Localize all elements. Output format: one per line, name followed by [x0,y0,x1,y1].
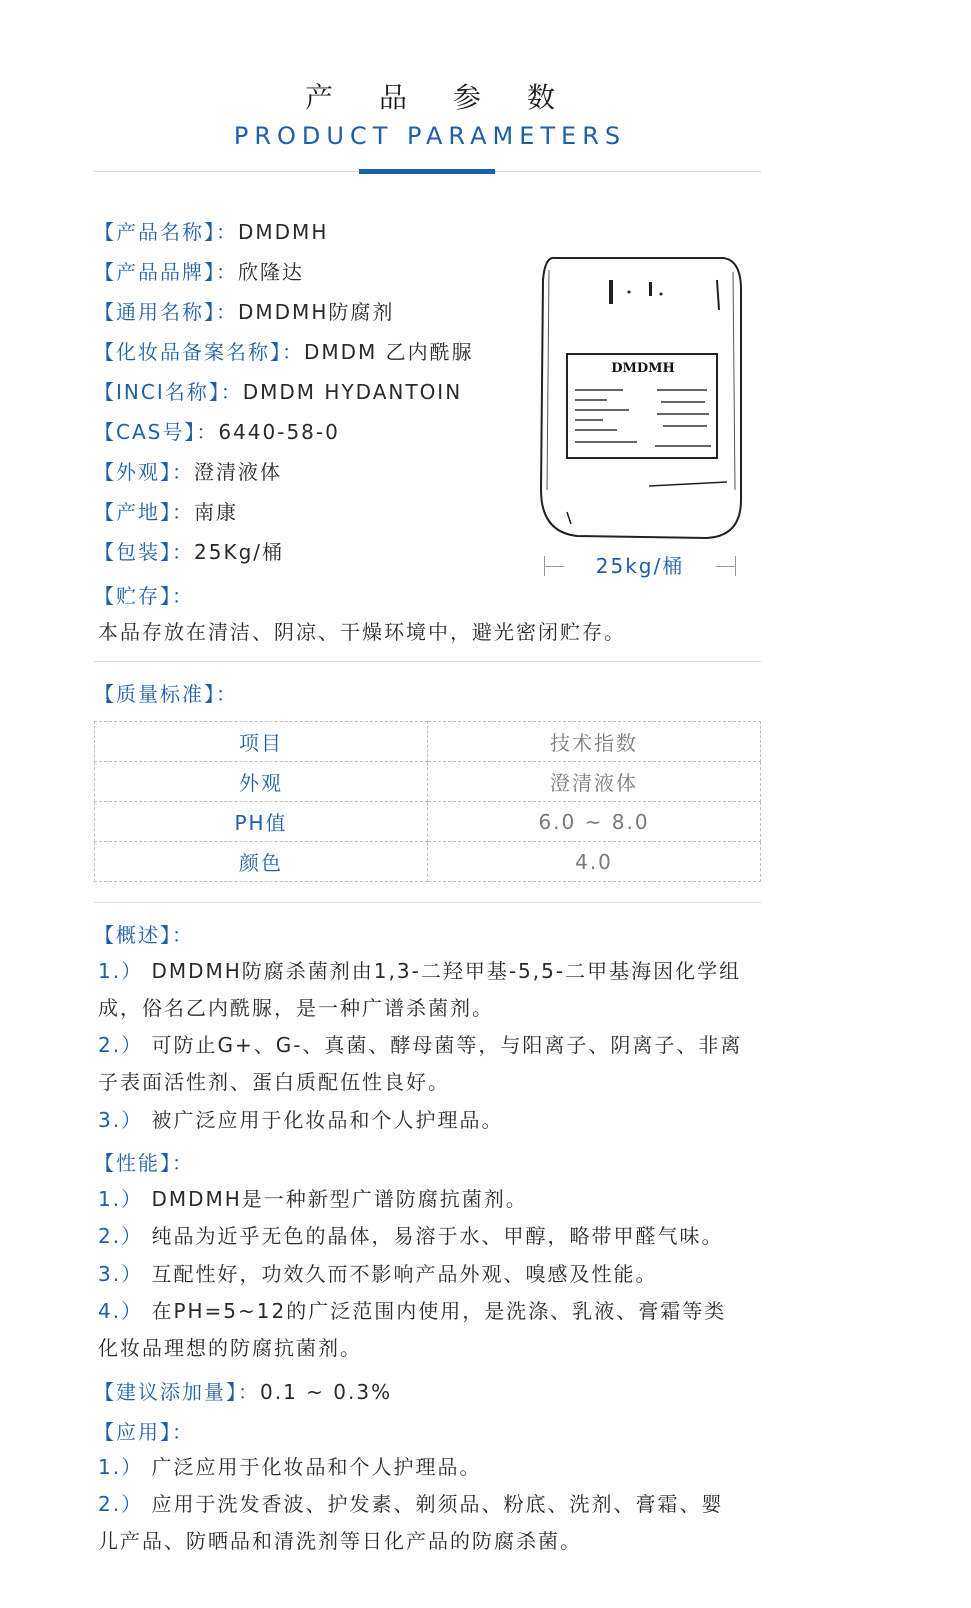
spec-value: 6440-58-0 [218,420,340,444]
list-number: 3.） [98,1262,144,1286]
table-cell: 澄清液体 [428,762,761,802]
list-number: 2.） [98,1492,144,1516]
performance-item-3 [98,1256,766,1293]
application-label: 【应用】： [94,1420,194,1444]
table-cell: 4.0 [428,842,761,882]
spec-row-common-name [94,296,394,325]
spec-row-appearance [94,456,282,485]
list-text: 纯品为近乎无色的晶体，易溶于水、甲醇，略带甲醛气味。 [151,1224,724,1248]
list-text: DMDMH是一种新型广谱防腐抗菌剂。 [151,1187,528,1211]
spec-row-product-name [94,216,328,245]
performance-label: 【性能】： [94,1151,194,1175]
spec-row-package [94,536,284,565]
list-text: 可防止G+、G-、真菌、酵母菌等，与阳离子、阴离子、非离 [151,1033,743,1057]
spec-row-origin [94,496,238,525]
list-number: 2.） [98,1224,144,1248]
table-header-cell: 技术指数 [428,722,761,762]
table-cell: 外观 [95,762,428,802]
list-number: 3.） [98,1108,144,1132]
list-text-cont: 成，俗名乙内酰脲，是一种广谱杀菌剂。 [98,996,494,1020]
spec-value: 南康 [194,500,238,524]
spec-value: DMDMH防腐剂 [238,300,395,324]
list-text: DMDMH防腐杀菌剂由1,3-二羟甲基-5,5-二甲基海因化学组 [151,959,742,983]
spec-label: 【产品品牌】： [94,260,238,284]
spec-label: 【化妆品备案名称】： [94,340,304,364]
table-row [95,842,761,882]
performance-item-4 [98,1293,766,1367]
spec-row-brand [94,256,304,285]
list-text: 广泛应用于化妆品和个人护理品。 [151,1455,482,1479]
table-header-row [95,722,761,762]
dosage-row [94,1376,392,1405]
overview-item-3 [98,1102,766,1139]
list-number: 1.） [98,1187,144,1211]
table-cell: PH值 [95,802,428,842]
spec-value: 欣隆达 [238,260,304,284]
table-header-cell: 项目 [95,722,428,762]
spec-label: 【CAS号】： [94,420,219,444]
list-number: 1.） [98,959,144,983]
quality-label: 【质量标准】： [94,682,238,706]
spec-label: 【通用名称】： [94,300,238,324]
spec-row-cosmetic-name [94,336,474,365]
list-text: 应用于洗发香波、护发素、剃须品、粉底、洗剂、膏霜、婴 [151,1492,724,1516]
spec-label: 【外观】： [94,460,194,484]
table-row [95,802,761,842]
spec-label: 【产品名称】： [94,220,238,244]
spec-value: DMDMH [238,220,329,244]
spec-label: 【包装】： [94,540,194,564]
application-item-1 [98,1449,766,1486]
list-text-cont: 儿产品、防晒品和清洗剂等日化产品的防腐杀菌。 [98,1529,582,1553]
spec-value: DMDM HYDANTOIN [242,380,463,404]
list-number: 2.） [98,1033,144,1057]
list-text: 在PH=5~12的广泛范围内使用，是洗涤、乳液、膏霜等类 [151,1299,727,1323]
list-text: 被广泛应用于化妆品和个人护理品。 [151,1108,504,1132]
page-title-cn: 产品参数 [304,81,601,114]
overview-item-2 [98,1027,766,1101]
application-item-2 [98,1486,766,1560]
overview-item-1 [98,953,766,1027]
spec-value: DMDM 乙内酰脲 [304,340,474,364]
page-title-en: PRODUCT PARAMETERS [233,122,627,150]
overview-label: 【概述】： [94,923,194,947]
performance-item-1 [98,1181,766,1218]
section-divider [94,661,761,662]
spec-label: 【INCI名称】： [94,380,243,404]
table-row [95,762,761,802]
dosage-label: 【建议添加量】： [94,1380,260,1404]
list-text-cont: 子表面活性剂、蛋白质配伍性良好。 [98,1070,450,1094]
spec-row-inci-name [94,376,462,405]
storage-text: 本品存放在清洁、阴凉、干燥环境中，避光密闭贮存。 [98,620,626,644]
list-number: 4.） [98,1299,144,1323]
table-cell: 6.0 ~ 8.0 [428,802,761,842]
list-number: 1.） [98,1455,144,1479]
spec-value: 澄清液体 [194,460,282,484]
spec-label: 【产地】： [94,500,194,524]
package-size-caption [544,550,736,580]
spec-value: 25Kg/桶 [194,540,284,564]
package-size-text: 25kg/桶 [595,554,685,578]
list-text-cont: 化妆品理想的防腐抗菌剂。 [98,1336,362,1360]
section-divider [94,902,761,903]
product-drum-illustration [537,250,747,545]
dosage-value: 0.1 ~ 0.3% [260,1380,393,1404]
table-cell: 颜色 [95,842,428,882]
storage-label: 【贮存】： [94,584,194,608]
title-accent-bar [359,169,495,174]
performance-item-2 [98,1218,766,1255]
quality-table [94,721,761,882]
spec-row-cas [94,416,340,445]
list-text: 互配性好，功效久而不影响产品外观、嗅感及性能。 [151,1262,658,1286]
drum-label-text: DMDMH [611,361,675,376]
